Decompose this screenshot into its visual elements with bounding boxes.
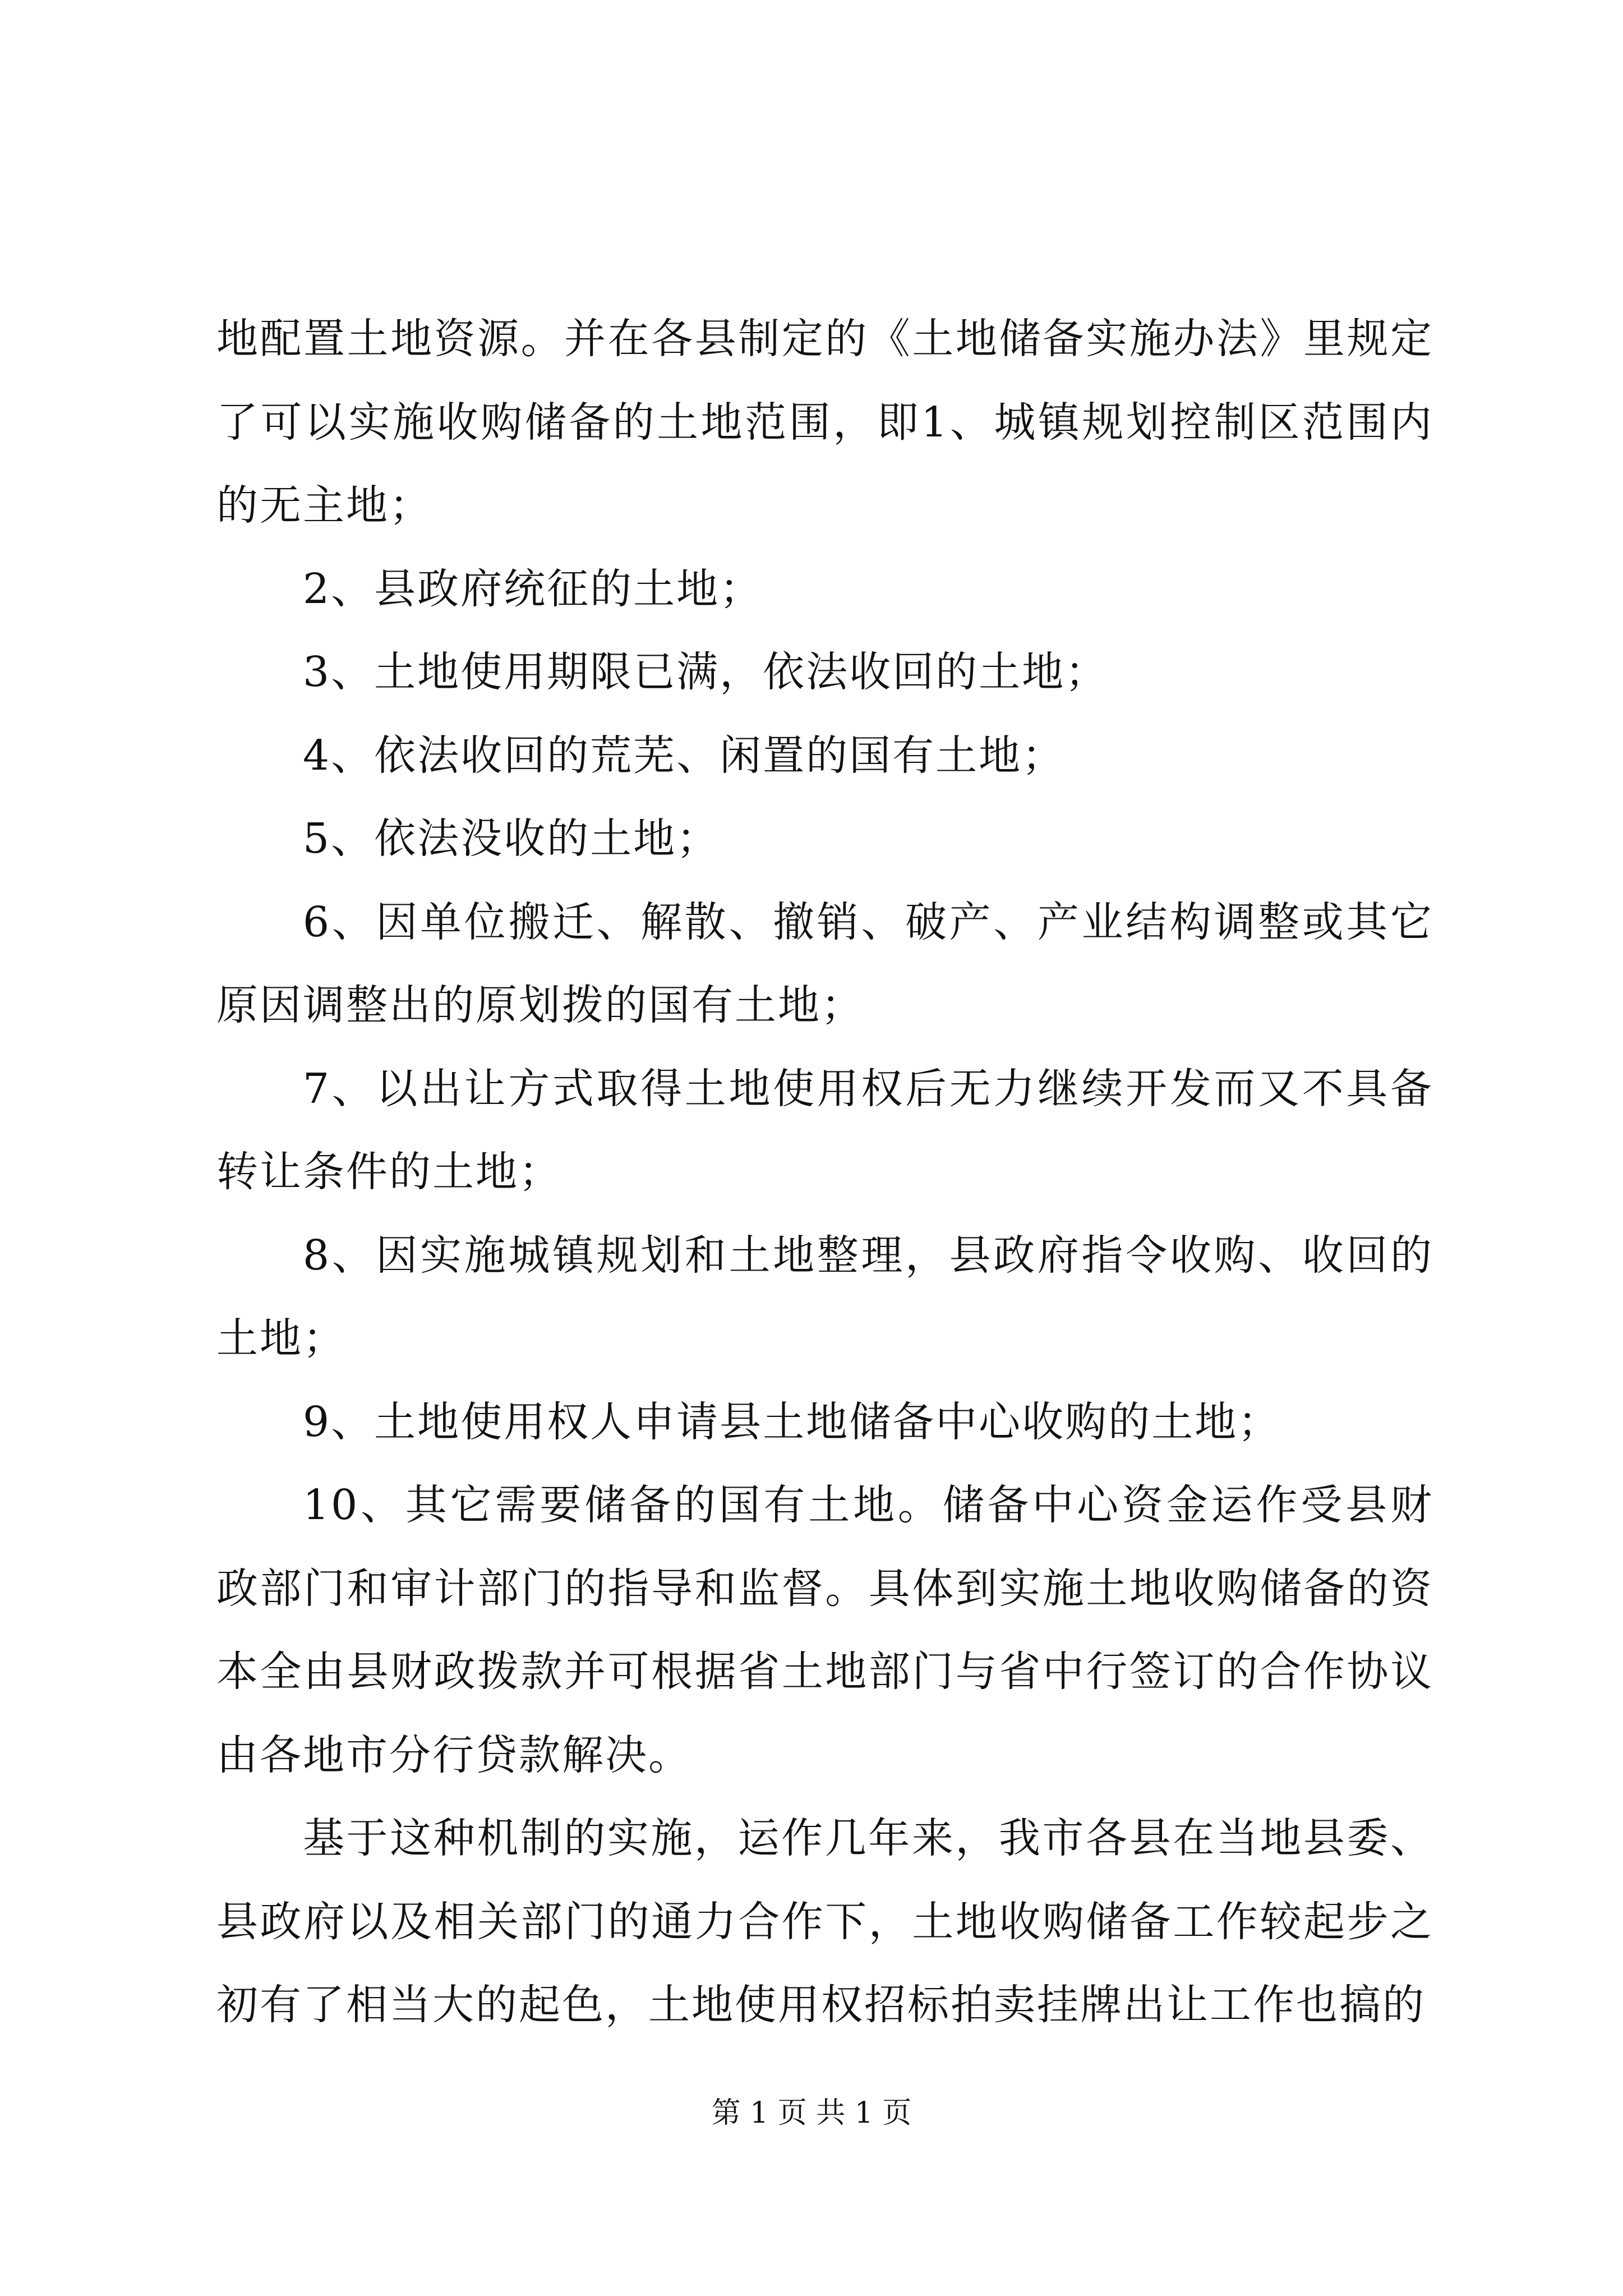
list-item-6: 6、因单位搬迁、解散、撤销、破产、产业结构调整或其它原因调整出的原划拨的国有土地； [216,898,1433,1029]
list-item-7: 7、以出让方式取得土地使用权后无力继续开发而又不具备转让条件的土地； [216,1064,1433,1196]
list-item-4: 4、依法收回的荒芜、闲置的国有土地； [303,731,1066,780]
list-item-9: 9、土地使用权人申请县土地储备中心收购的土地； [303,1397,1281,1446]
paragraph-results: 基于这种机制的实施，运作几年来，我市各县在当地县委、县政府以及相关部门的通力合作下，土地收购储备工作较起步之初有了相当大的起色，土地使用权招标拍卖挂牌出让工作也搞的 [216,1814,1433,2029]
list-item-8: 8、因实施城镇规划和土地整理，县政府指令收购、收回的土地； [216,1231,1433,1363]
list-item-10: 10、其它需要储备的国有土地。储备中心资金运作受县财政部门和审计部门的指导和监督。具体到实施土地收购储备的资本全由县财政拨款并可根据省土地部门与省中行签订的合作协议由各地市分行贷款解决。 [216,1481,1433,1779]
paragraph-continuation: 地配置土地资源。并在各县制定的《土地储备实施办法》里规定了可以实施收购储备的土地范围，即1、城镇规划控制区范围内的无主地； [216,315,1433,530]
page-number-label: 第 1 页 共 1 页 [711,2096,912,2130]
document-body [216,297,1433,2047]
list-item-3: 3、土地使用期限已满，依法收回的土地； [303,648,1109,696]
list-item-2: 2、县政府统征的土地； [303,564,763,613]
list-item-5: 5、依法没收的土地； [303,815,720,863]
page-footer [0,2095,1623,2131]
